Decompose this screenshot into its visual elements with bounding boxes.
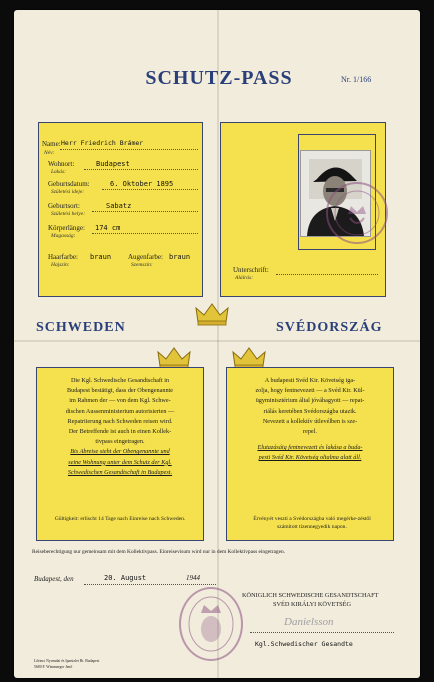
- hair-value: braun: [90, 253, 112, 261]
- printer-imprint-2: 5680 F. Wimmerger Jenő: [34, 665, 73, 669]
- eye-value: braun: [169, 253, 191, 261]
- protection-line: Elutazásáig fentnevezett és lakása a buda-: [257, 444, 363, 452]
- hungarian-paragraph: [230, 376, 390, 464]
- text-line: tivpass eingetragen.: [95, 438, 145, 446]
- birthplace-line: [92, 211, 198, 212]
- name-value: Herr Friedrich Brámer: [61, 139, 144, 147]
- birthplace-sub-label: Születési helye:: [51, 211, 86, 217]
- name-label: Name:: [42, 140, 61, 148]
- text-line: Budapest bestätigt, dass der Obengenannte: [66, 387, 174, 395]
- eye-label: Augenfarbe:: [128, 253, 163, 261]
- crown-icon-center: [195, 302, 229, 326]
- pass-number: Nr. 1/166: [341, 75, 372, 84]
- german-paragraph: [40, 376, 200, 478]
- legation-stamp-bottom: [179, 587, 243, 661]
- protection-line: pesti Svéd Kir. Követség oltalma alatt áll.: [258, 454, 362, 462]
- text-line: Nevezett a kollektív útlevélben is sze-: [262, 417, 358, 425]
- residence-value: Budapest: [96, 160, 130, 168]
- place-label: Budapest, den: [34, 575, 74, 583]
- birthplace-label: Geburtsort:: [48, 202, 80, 210]
- text-line: A budapesti Svéd Kir. Követség iga-: [264, 377, 356, 384]
- height-sub-label: Magasság:: [51, 233, 76, 239]
- height-line: [92, 233, 198, 234]
- birthdate-value: 6. Oktober 1895: [110, 180, 174, 188]
- hair-sub-label: Hajszín:: [51, 262, 70, 268]
- date-line: [84, 584, 216, 585]
- eye-sub-label: Szemszín:: [131, 262, 153, 268]
- schutz-pass-document: [14, 10, 420, 678]
- printer-imprint-1: Lőrinci Nyomdai és Iparüzlet Rt. Budapest: [34, 659, 100, 663]
- protection-line: seine Wohnung unter dem Schutz der Kgl.: [68, 458, 172, 466]
- protection-line: Schwedischen Gesandtschaft in Budapest.: [67, 468, 173, 476]
- vertical-fold: [217, 10, 219, 678]
- crown-seal-icon: [328, 184, 386, 242]
- year-value: 1944: [186, 574, 200, 582]
- horizontal-fold: [14, 340, 420, 342]
- text-line: riálás keretében Svédországba utazik.: [263, 407, 357, 415]
- country-name-german: SCHWEDEN: [36, 320, 126, 335]
- signature-label: Unterschrift:: [233, 266, 269, 274]
- text-line: Die Kgl. Schwedische Gesandtschaft in: [70, 377, 170, 384]
- entry-note: Reiseberechtigung nur gemeinsam mit dem Kollektivpass. Einreisevisum wird nur in dem Kollektivpass eingetragen.: [32, 549, 286, 555]
- name-line: [60, 149, 198, 150]
- text-line: im Rahmen der — von dem Kgl. Schwe-: [69, 397, 171, 405]
- document-title: SCHUTZ-PASS: [145, 67, 293, 89]
- birthdate-sub-label: Születési ideje:: [51, 189, 85, 195]
- height-label: Körperlänge:: [48, 224, 85, 232]
- envoy-signature: Danielsson: [284, 616, 334, 628]
- residence-sub-label: Lakás:: [51, 169, 66, 175]
- protection-line: Bis Abreise steht der Obengenannte und: [70, 448, 170, 456]
- residence-label: Wohnort:: [48, 160, 75, 168]
- text-line: zolja, hogy fentnevezett — a Svéd Kir. Kül-: [255, 387, 365, 395]
- country-name-hungarian: SVÉDORSZÁG: [276, 320, 383, 335]
- birthdate-line: [102, 189, 198, 190]
- royal-seal-icon: [181, 589, 241, 659]
- signature-sub-label: Aláírás:: [235, 275, 254, 281]
- residence-line: [84, 169, 198, 170]
- hair-label: Haarfarbe:: [48, 253, 78, 261]
- hungarian-validity: Érvényét veszti a Svédországba való megérke-zéstől számított tizennegyedik napon.: [253, 516, 371, 530]
- signature-line: [276, 274, 378, 275]
- birthdate-label: Geburtsdatum:: [48, 180, 90, 188]
- legation-name-hungarian: SVÉD KIRÁLYI KÖVETSÉG: [273, 601, 352, 608]
- name-sub-label: Név:: [44, 150, 55, 156]
- text-line: repel.: [303, 428, 317, 436]
- signature-line-bottom: [250, 632, 394, 633]
- text-line: dischen Aussenministerium autorisierten —: [65, 407, 175, 415]
- height-value: 174 cm: [95, 224, 121, 232]
- envoy-title: Kgl.Schwedischer Gesandte: [255, 640, 353, 648]
- text-line: ügyminisztérium által jóváhagyott — repat-: [255, 397, 365, 405]
- birthplace-value: Sabatz: [106, 202, 132, 210]
- text-line: Repatriierung nach Schweden reisen wird.: [67, 417, 173, 425]
- date-value: 20. August: [104, 574, 147, 582]
- legation-stamp-top: [326, 182, 388, 244]
- legation-name-german: KÖNIGLICH SCHWEDISCHE GESANDTSCHAFT: [242, 592, 379, 599]
- german-validity: Gültigkeit: erlischt 14 Tage nach Einreise nach Schweden.: [54, 516, 186, 522]
- text-line: Der Betreffende ist auch in einen Kollek-: [68, 428, 172, 436]
